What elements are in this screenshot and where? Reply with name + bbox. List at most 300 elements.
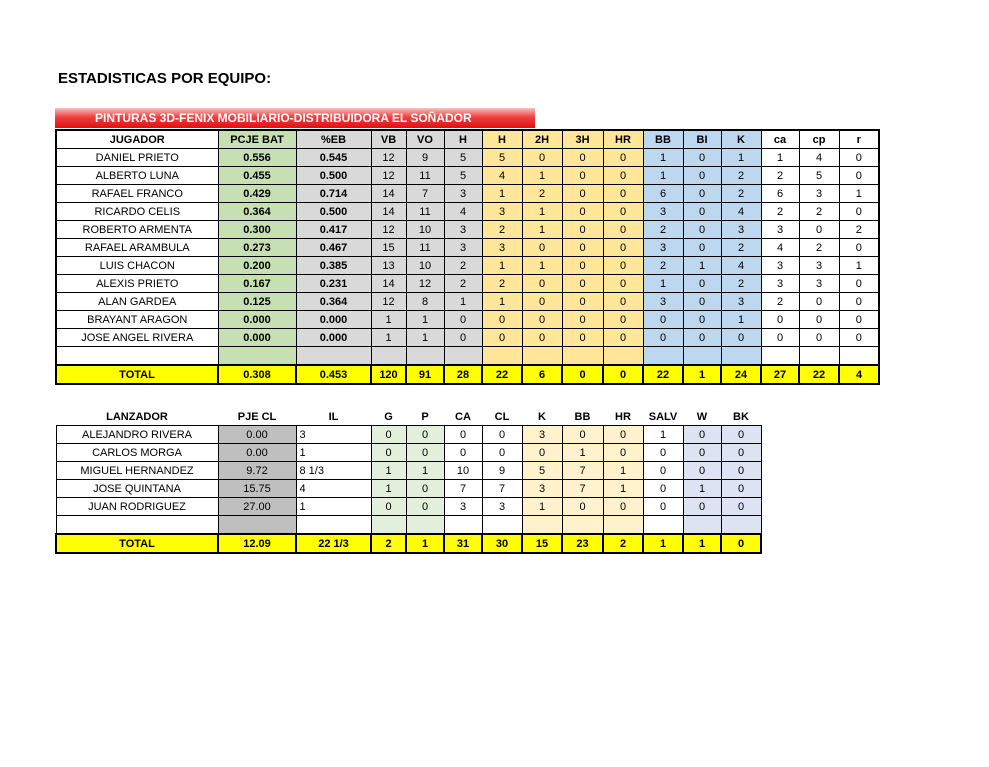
spacer-cell xyxy=(56,347,218,366)
batting-total-cell: 4 xyxy=(839,365,879,384)
batting-stat-cell: 1 xyxy=(371,311,406,329)
pitching-stat-cell: 7 xyxy=(444,480,482,498)
batting-row xyxy=(56,311,879,329)
batting-row xyxy=(56,257,879,275)
pitching-header-cell: CL xyxy=(494,410,510,423)
pitching-stat-cell: 3 xyxy=(522,426,562,444)
batting-total-cell: 1 xyxy=(683,365,721,384)
batting-stat-cell: 0 xyxy=(683,329,721,347)
batting-stat-cell: 4 xyxy=(482,167,522,185)
batting-stat-cell: 10 xyxy=(406,221,444,239)
batting-stat-cell: 5 xyxy=(799,167,839,185)
batting-stat-cell: 6 xyxy=(643,185,683,203)
pitching-stat-cell: 0 xyxy=(562,498,603,516)
batting-header-cell: H xyxy=(482,130,522,149)
batting-stat-cell: 4 xyxy=(444,203,482,221)
batting-stat-cell: 0 xyxy=(562,185,603,203)
batting-stat-cell: 0 xyxy=(603,185,643,203)
team-name-banner: PINTURAS 3D-FENIX MOBILIARIO-DISTRIBUIDORA EL SOÑADOR xyxy=(55,108,535,128)
batting-total-cell: 22 xyxy=(643,365,683,384)
batting-stat-cell: 2 xyxy=(721,239,761,257)
batting-stat-cell: 8 xyxy=(406,293,444,311)
batting-header-cell: JUGADOR xyxy=(56,130,218,149)
spacer-cell xyxy=(406,347,444,366)
batting-stat-cell: 0.364 xyxy=(296,293,371,311)
batting-stat-cell: 0 xyxy=(562,221,603,239)
batting-header-cell: %EB xyxy=(296,130,371,149)
pitching-stat-cell: 10 xyxy=(444,462,482,480)
batting-stat-cell: 3 xyxy=(761,257,799,275)
batting-stat-cell: 0.231 xyxy=(296,275,371,293)
pitching-stat-cell: 0 xyxy=(643,498,683,516)
spacer-cell xyxy=(218,516,296,535)
batting-stat-cell: 13 xyxy=(371,257,406,275)
player-name-cell: RICARDO CELIS xyxy=(56,203,218,221)
batting-stat-cell: 3 xyxy=(444,221,482,239)
batting-stat-cell: 3 xyxy=(643,203,683,221)
pitching-header-cell: W xyxy=(696,410,708,423)
batting-stat-cell: 0.714 xyxy=(296,185,371,203)
pitching-stat-cell: 0 xyxy=(371,426,406,444)
pitching-stat-cell: 0 xyxy=(406,480,444,498)
pitching-header-cell: HR xyxy=(615,410,631,423)
batting-stat-cell: 2 xyxy=(761,293,799,311)
pitching-stat-cell: 0 xyxy=(721,426,761,444)
pitching-stat-cell: 1 xyxy=(603,480,643,498)
batting-stat-cell: 0 xyxy=(562,149,603,167)
batting-stat-cell: 1 xyxy=(371,329,406,347)
pitching-row xyxy=(56,426,761,444)
pitching-stat-cell: 0 xyxy=(406,498,444,516)
pitching-total-cell: 12.09 xyxy=(218,534,296,553)
pitching-header-cell: SALV xyxy=(648,410,678,423)
player-name-cell: BRAYANT ARAGON xyxy=(56,311,218,329)
batting-stat-cell: 0.200 xyxy=(218,257,296,275)
batting-total-cell: 6 xyxy=(522,365,562,384)
batting-header-cell: cp xyxy=(799,130,839,149)
pitching-stat-cell: 9 xyxy=(482,462,522,480)
batting-row xyxy=(56,167,879,185)
spacer-cell xyxy=(522,347,562,366)
pitching-header-cell: LANZADOR xyxy=(106,410,168,423)
pitching-stat-cell: 0 xyxy=(603,498,643,516)
pitching-row xyxy=(56,498,761,516)
pitcher-name-cell: JOSE QUINTANA xyxy=(56,480,218,498)
pitching-total-cell: 31 xyxy=(444,534,482,553)
batting-stat-cell: 0.273 xyxy=(218,239,296,257)
batting-stat-cell: 0 xyxy=(562,293,603,311)
batting-stat-cell: 2 xyxy=(643,221,683,239)
pitching-stat-cell: 0 xyxy=(406,426,444,444)
batting-total-cell: 28 xyxy=(444,365,482,384)
batting-stat-cell: 2 xyxy=(799,203,839,221)
page-title: ESTADISTICAS POR EQUIPO: xyxy=(58,70,272,87)
spacer-cell xyxy=(444,516,482,535)
batting-stat-cell: 6 xyxy=(761,185,799,203)
batting-stat-cell: 0 xyxy=(444,311,482,329)
pitching-stat-cell: 5 xyxy=(522,462,562,480)
pitching-stat-cell: 0 xyxy=(683,498,721,516)
batting-stat-cell: 3 xyxy=(482,203,522,221)
pitching-stat-cell: 27.00 xyxy=(218,498,296,516)
batting-stat-cell: 0 xyxy=(522,311,562,329)
batting-stat-cell: 1 xyxy=(522,167,562,185)
batting-stat-cell: 1 xyxy=(482,257,522,275)
player-name-cell: ALAN GARDEA xyxy=(56,293,218,311)
batting-stat-cell: 0 xyxy=(799,329,839,347)
spacer-cell xyxy=(371,347,406,366)
batting-row xyxy=(56,221,879,239)
pitching-total-row xyxy=(56,534,761,553)
batting-total-cell: 22 xyxy=(799,365,839,384)
batting-stat-cell: 0 xyxy=(603,257,643,275)
pitching-stat-cell: 1 xyxy=(683,480,721,498)
batting-header-cell: PCJE BAT xyxy=(218,130,296,149)
batting-stat-cell: 11 xyxy=(406,167,444,185)
spacer-cell xyxy=(562,516,603,535)
batting-stat-cell: 10 xyxy=(406,257,444,275)
batting-row xyxy=(56,239,879,257)
batting-stat-cell: 15 xyxy=(371,239,406,257)
batting-stat-cell: 4 xyxy=(799,149,839,167)
pitching-stat-cell: 3 xyxy=(482,498,522,516)
pitching-stat-cell: 1 xyxy=(296,444,371,462)
batting-stat-cell: 11 xyxy=(406,203,444,221)
batting-total-cell: 120 xyxy=(371,365,406,384)
batting-stat-cell: 1 xyxy=(721,149,761,167)
batting-stat-cell: 12 xyxy=(406,275,444,293)
pitching-stat-cell: 0 xyxy=(444,444,482,462)
batting-header-cell: 3H xyxy=(562,130,603,149)
batting-stat-cell: 4 xyxy=(761,239,799,257)
batting-stat-cell: 11 xyxy=(406,239,444,257)
batting-stat-cell: 5 xyxy=(482,149,522,167)
batting-stat-cell: 0 xyxy=(603,203,643,221)
batting-stat-cell: 9 xyxy=(406,149,444,167)
pitching-stat-cell: 0 xyxy=(371,444,406,462)
batting-stat-cell: 1 xyxy=(643,275,683,293)
pitching-stat-cell: 0 xyxy=(522,444,562,462)
player-name-cell: ALBERTO LUNA xyxy=(56,167,218,185)
pitching-total-cell: 2 xyxy=(603,534,643,553)
batting-stat-cell: 1 xyxy=(761,149,799,167)
batting-stat-cell: 0 xyxy=(799,311,839,329)
batting-header-cell: BI xyxy=(683,130,721,149)
batting-stat-cell: 7 xyxy=(406,185,444,203)
pitching-total-cell: 30 xyxy=(482,534,522,553)
spacer-cell xyxy=(406,516,444,535)
batting-stat-cell: 2 xyxy=(721,167,761,185)
pitching-stat-cell: 0 xyxy=(603,444,643,462)
pitching-stat-cell: 0 xyxy=(562,426,603,444)
pitching-stat-cell: 0 xyxy=(721,462,761,480)
batting-stat-cell: 0.000 xyxy=(296,329,371,347)
batting-stat-cell: 2 xyxy=(721,275,761,293)
pitching-stat-cell: 9.72 xyxy=(218,462,296,480)
spacer-cell xyxy=(643,347,683,366)
batting-stat-cell: 14 xyxy=(371,275,406,293)
pitching-stat-cell: 0 xyxy=(683,444,721,462)
spacer-cell xyxy=(522,516,562,535)
batting-stat-cell: 0.300 xyxy=(218,221,296,239)
batting-stat-cell: 0.000 xyxy=(296,311,371,329)
batting-row xyxy=(56,275,879,293)
player-name-cell: RAFAEL FRANCO xyxy=(56,185,218,203)
batting-total-cell: 0.453 xyxy=(296,365,371,384)
batting-stat-cell: 2 xyxy=(482,221,522,239)
batting-stat-cell: 0 xyxy=(562,275,603,293)
batting-stat-cell: 3 xyxy=(799,275,839,293)
batting-stat-cell: 0 xyxy=(562,239,603,257)
pitching-total-cell: 1 xyxy=(406,534,444,553)
batting-row xyxy=(56,329,879,347)
batting-stat-cell: 4 xyxy=(721,203,761,221)
batting-stat-cell: 0 xyxy=(839,311,879,329)
batting-stat-cell: 0 xyxy=(839,167,879,185)
batting-stat-cell: 0 xyxy=(839,149,879,167)
pitching-stat-cell: 0.00 xyxy=(218,426,296,444)
pitching-header-cell: BK xyxy=(733,410,749,423)
batting-stat-cell: 14 xyxy=(371,203,406,221)
batting-stat-cell: 12 xyxy=(371,167,406,185)
batting-stat-cell: 1 xyxy=(643,149,683,167)
spacer-cell xyxy=(444,347,482,366)
spacer-cell xyxy=(683,347,721,366)
batting-stat-cell: 1 xyxy=(406,311,444,329)
batting-stat-cell: 0.455 xyxy=(218,167,296,185)
batting-stat-cell: 0 xyxy=(683,167,721,185)
batting-stat-cell: 0 xyxy=(482,311,522,329)
batting-stat-cell: 1 xyxy=(721,311,761,329)
batting-stat-cell: 0.364 xyxy=(218,203,296,221)
batting-header-cell: K xyxy=(721,130,761,149)
pitching-total-cell: TOTAL xyxy=(56,534,218,553)
batting-stats-table xyxy=(55,129,880,385)
batting-header-cell: HR xyxy=(603,130,643,149)
batting-stat-cell: 0.500 xyxy=(296,203,371,221)
batting-total-row xyxy=(56,365,879,384)
batting-stat-cell: 0 xyxy=(562,203,603,221)
batting-row xyxy=(56,185,879,203)
spacer-cell xyxy=(761,347,799,366)
batting-stat-cell: 12 xyxy=(371,149,406,167)
pitching-stat-cell: 0 xyxy=(721,480,761,498)
pitching-row xyxy=(56,480,761,498)
batting-stat-cell: 0 xyxy=(839,239,879,257)
batting-stat-cell: 0 xyxy=(643,329,683,347)
batting-stat-cell: 0 xyxy=(603,221,643,239)
batting-stat-cell: 0.429 xyxy=(218,185,296,203)
spacer-cell xyxy=(56,516,218,535)
pitcher-name-cell: CARLOS MORGA xyxy=(56,444,218,462)
batting-stat-cell: 1 xyxy=(482,293,522,311)
batting-stat-cell: 0.467 xyxy=(296,239,371,257)
batting-stat-cell: 0.385 xyxy=(296,257,371,275)
batting-stat-cell: 1 xyxy=(522,257,562,275)
batting-row xyxy=(56,293,879,311)
batting-stat-cell: 1 xyxy=(643,167,683,185)
player-name-cell: ALEXIS PRIETO xyxy=(56,275,218,293)
batting-stat-cell: 2 xyxy=(522,185,562,203)
pitching-stat-cell: 4 xyxy=(296,480,371,498)
player-name-cell: DANIEL PRIETO xyxy=(56,149,218,167)
pitching-stat-cell: 1 xyxy=(406,462,444,480)
pitching-header-cell: PJE CL xyxy=(237,410,277,423)
batting-stat-cell: 3 xyxy=(799,257,839,275)
batting-row xyxy=(56,203,879,221)
batting-stat-cell: 0.417 xyxy=(296,221,371,239)
batting-stat-cell: 0 xyxy=(761,329,799,347)
pitching-stat-cell: 0 xyxy=(683,426,721,444)
batting-stat-cell: 3 xyxy=(643,293,683,311)
batting-stat-cell: 3 xyxy=(721,221,761,239)
batting-stat-cell: 1 xyxy=(839,185,879,203)
pitching-stat-cell: 0 xyxy=(444,426,482,444)
pitching-stat-cell: 0 xyxy=(721,444,761,462)
batting-total-cell: 0 xyxy=(603,365,643,384)
spacer-cell xyxy=(296,516,371,535)
batting-stat-cell: 0 xyxy=(643,311,683,329)
batting-stat-cell: 1 xyxy=(683,257,721,275)
batting-stat-cell: 3 xyxy=(799,185,839,203)
batting-stat-cell: 1 xyxy=(406,329,444,347)
pitching-stat-cell: 0 xyxy=(482,426,522,444)
batting-stat-cell: 0.000 xyxy=(218,329,296,347)
pitching-stat-cell: 7 xyxy=(562,480,603,498)
pitching-total-cell: 1 xyxy=(683,534,721,553)
spacer-cell xyxy=(562,347,603,366)
batting-stat-cell: 3 xyxy=(482,239,522,257)
batting-stat-cell: 0.000 xyxy=(218,311,296,329)
pitching-stat-cell: 3 xyxy=(444,498,482,516)
batting-stat-cell: 3 xyxy=(444,185,482,203)
player-name-cell: ROBERTO ARMENTA xyxy=(56,221,218,239)
batting-stat-cell: 0 xyxy=(799,221,839,239)
batting-stat-cell: 2 xyxy=(799,239,839,257)
pitching-total-cell: 15 xyxy=(522,534,562,553)
batting-stat-cell: 0 xyxy=(562,167,603,185)
pitching-stat-cell: 1 xyxy=(371,462,406,480)
pitching-total-cell: 0 xyxy=(721,534,761,553)
batting-total-cell: 22 xyxy=(482,365,522,384)
batting-stat-cell: 0.500 xyxy=(296,167,371,185)
spacer-cell xyxy=(839,347,879,366)
pitching-header-cell: CA xyxy=(455,410,471,423)
batting-stat-cell: 0 xyxy=(603,239,643,257)
batting-stat-cell: 0 xyxy=(683,275,721,293)
batting-stat-cell: 3 xyxy=(761,221,799,239)
pitching-stat-cell: 0 xyxy=(603,426,643,444)
batting-stat-cell: 5 xyxy=(444,167,482,185)
player-name-cell: LUIS CHACON xyxy=(56,257,218,275)
spacer-cell xyxy=(218,347,296,366)
batting-stat-cell: 0 xyxy=(522,293,562,311)
batting-stat-cell: 3 xyxy=(444,239,482,257)
pitching-row xyxy=(56,462,761,480)
pitching-stat-cell: 1 xyxy=(296,498,371,516)
batting-stat-cell: 0 xyxy=(562,311,603,329)
pitching-total-cell: 23 xyxy=(562,534,603,553)
batting-stat-cell: 0 xyxy=(603,311,643,329)
batting-stat-cell: 0.545 xyxy=(296,149,371,167)
batting-stat-cell: 0 xyxy=(683,293,721,311)
batting-stat-cell: 0 xyxy=(839,293,879,311)
batting-stat-cell: 0 xyxy=(603,329,643,347)
pitching-stat-cell: 0 xyxy=(643,480,683,498)
batting-stat-cell: 2 xyxy=(482,275,522,293)
pitching-stat-cell: 8 1/3 xyxy=(296,462,371,480)
batting-stat-cell: 3 xyxy=(721,293,761,311)
batting-stat-cell: 0.125 xyxy=(218,293,296,311)
spacer-cell xyxy=(603,516,643,535)
batting-stat-cell: 1 xyxy=(482,185,522,203)
batting-stat-cell: 0 xyxy=(562,257,603,275)
spacer-cell xyxy=(296,347,371,366)
batting-total-cell: TOTAL xyxy=(56,365,218,384)
batting-stat-cell: 0 xyxy=(799,293,839,311)
spacer-cell xyxy=(371,516,406,535)
pitcher-name-cell: ALEJANDRO RIVERA xyxy=(56,426,218,444)
batting-stat-cell: 0 xyxy=(683,221,721,239)
pitching-row xyxy=(56,444,761,462)
batting-header-cell: VO xyxy=(406,130,444,149)
batting-stat-cell: 3 xyxy=(761,275,799,293)
batting-stat-cell: 0 xyxy=(683,239,721,257)
batting-stat-cell: 2 xyxy=(444,257,482,275)
batting-total-cell: 91 xyxy=(406,365,444,384)
batting-header-cell: BB xyxy=(643,130,683,149)
pitching-stat-cell: 0 xyxy=(643,462,683,480)
pitching-stat-cell: 3 xyxy=(522,480,562,498)
batting-total-cell: 0.308 xyxy=(218,365,296,384)
batting-stat-cell: 0 xyxy=(683,149,721,167)
pitching-stat-cell: 0 xyxy=(406,444,444,462)
spacer-cell xyxy=(683,516,721,535)
pitching-stat-cell: 3 xyxy=(296,426,371,444)
pitching-stat-cell: 0 xyxy=(643,444,683,462)
pitching-stat-cell: 1 xyxy=(562,444,603,462)
pitching-header-cell: P xyxy=(421,410,429,423)
batting-stat-cell: 14 xyxy=(371,185,406,203)
pitching-stat-cell: 1 xyxy=(522,498,562,516)
pitching-stat-cell: 1 xyxy=(603,462,643,480)
batting-stat-cell: 2 xyxy=(761,203,799,221)
batting-stat-cell: 12 xyxy=(371,293,406,311)
pitching-stats-table xyxy=(55,408,762,554)
batting-header-cell: H xyxy=(444,130,482,149)
spacer-cell xyxy=(643,516,683,535)
batting-row xyxy=(56,149,879,167)
batting-stat-cell: 0 xyxy=(683,203,721,221)
batting-stat-cell: 2 xyxy=(721,185,761,203)
batting-stat-cell: 0 xyxy=(522,149,562,167)
batting-stat-cell: 1 xyxy=(522,221,562,239)
batting-total-cell: 27 xyxy=(761,365,799,384)
pitching-stat-cell: 0.00 xyxy=(218,444,296,462)
pitching-stat-cell: 0 xyxy=(482,444,522,462)
batting-stat-cell: 0 xyxy=(683,185,721,203)
batting-stat-cell: 12 xyxy=(371,221,406,239)
batting-header-cell: VB xyxy=(371,130,406,149)
pitching-header-cell: BB xyxy=(574,410,591,423)
batting-total-cell: 24 xyxy=(721,365,761,384)
spacer-cell xyxy=(603,347,643,366)
batting-stat-cell: 0 xyxy=(683,311,721,329)
pitching-total-cell: 1 xyxy=(643,534,683,553)
pitching-spacer-row xyxy=(56,516,761,535)
batting-stat-cell: 0 xyxy=(444,329,482,347)
batting-stat-cell: 0 xyxy=(839,203,879,221)
